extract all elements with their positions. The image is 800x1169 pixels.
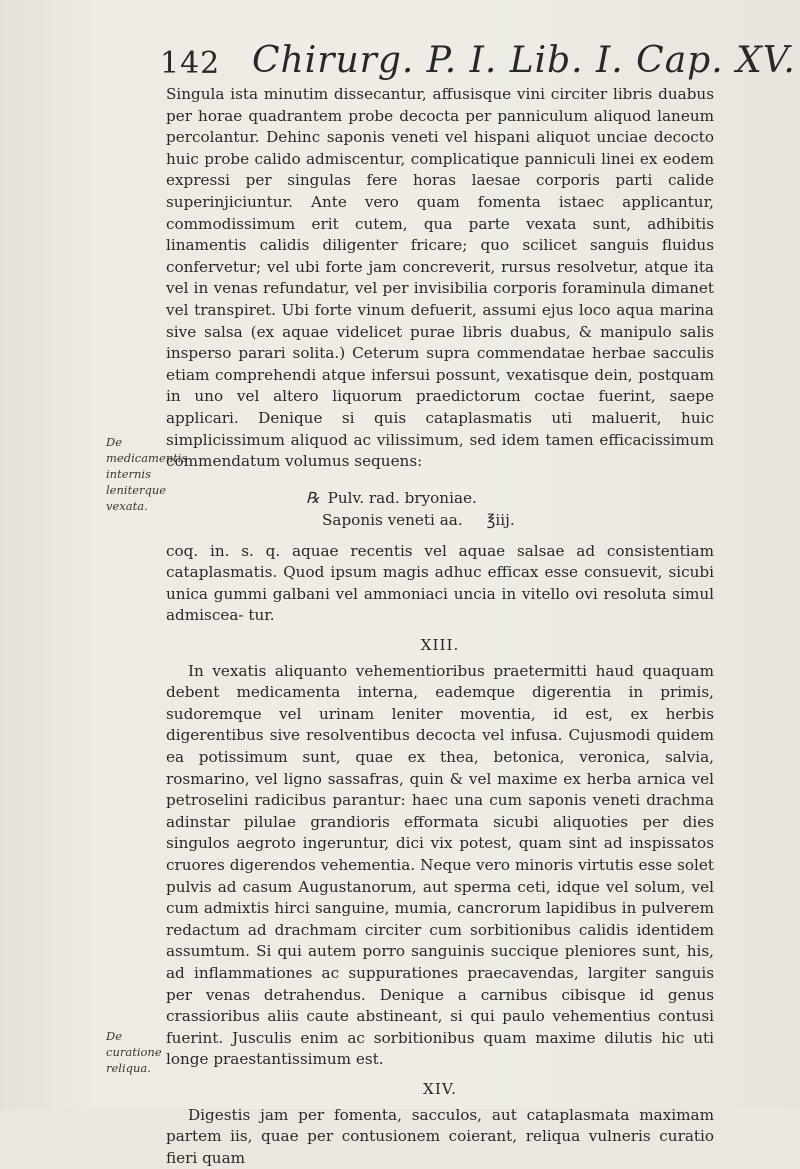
prescription-line-2 <box>306 509 714 531</box>
prescription-line-1 <box>306 487 714 509</box>
prescription-ingredient-1: Pulv. rad. bryoniae. <box>327 488 477 507</box>
section-number-13: XIII. <box>420 636 460 655</box>
page-header <box>160 40 796 88</box>
paragraph-internal-medicines: In vexatis aliquanto vehementioribus praetermitti haud quaquam debent medicamenta interna, eademque digerentia in primis, sudoremque vel urinam leniter moventia, id est, ex herbis digerentibus sive resolventibus decocta vel infusa. Cujusmodi quidem ea potissimum sunt, quae ex thea, betonica, veronica, salvia, rosmarino, vel ligno sassafras, quin & vel maxime ex herba arnica vel petroselini radicibus parantur: haec una cum saponis veneti drachma adinstar pilulae grandioris efformata sicubi aliquoties per dies singulos aegroto ingeruntur, dici vix potest, quam sint ad inspissatos cruores digerendos vehementia. Neque vero minoris virtutis esse solet pulvis ad casum Augustanorum, aut sperma ceti, idque vel solum, vel cum admixtis hirci sanguine, mumia, cancrorum lapidibus in pulverem redactum ad drachmam circiter cum sorbitionibus calidis identidem assumtum. Si qui autem porro sanguinis succique pleniores sunt, his, ad inflammationes ac suppurationes praecavendas, largiter sanguis per venas detrahendus. Denique a carnibus cibisque id genus crassioribus aliis caute abstineant, si qui paulo vehementius contusi fuerint. Jusculis enim ac sorbitionibus quam maxime dilutis hic uti longe praestantissimum est. <box>166 661 714 1069</box>
paragraph-remaining-cure: Digestis jam per fomenta, sacculos, aut cataplasmata maximam partem iis, quae per contusionem coierant, reliqua vulneris curatio fieri quam <box>166 1105 714 1167</box>
paragraph-fomenta: Singula ista minutim dissecantur, affusisque vini circiter libris duabus per horae quadrantem probe decocta per panniculum aliquod laneum percolantur. Dehinc saponis veneti vel hispani aliquot unciae decocto huic probe calido admiscentur, complicatique panniculi linei ex eodem expressi per singulas fere horas laesae corporis parti calide superinjiciuntur. Ante vero quam fomenta istaec applicantur, commodissimum erit cutem, qua parte vexata sunt, adhibitis linamentis calidis diligenter fricare; quo scilicet sanguis fluidus confervetur; vel ubi forte jam concreverit, rursus resolvetur, atque ita vel in venas refundatur, vel per invisibilia corporis foraminula dimanet vel transpiret. Ubi forte vinum defuerit, assumi ejus loco aqua marina sive salsa (ex aquae videlicet purae libris duabus, & manipulo salis inspersо parari solita.) Ceterum supra commendatae herbae sacculis etiam comprehendi atque infersui possunt, vexatisque dein, postquam in uno vel altero liquorum praedictorum coctae fuerint, saepe applicari. Denique si quis cataplasmatis uti maluerit, huic simplicissimum aliquod ac vilissimum, sed idem tamen efficacissimum commendatum volumus sequens: <box>166 85 714 471</box>
main-text <box>166 84 714 1169</box>
prescription-quantity: ℥iij. <box>486 510 515 529</box>
paragraph-cataplasma: coq. in. s. q. aquae recentis vel aquae salsae ad consistentiam cataplasmatis. Quod ipsum magis adhuc efficax esse consuevit, sicubi unica gummi galbani vel ammoniaci uncia in vitello ovi resoluta simul admiscea- tur. <box>166 541 714 625</box>
section-number-14: XIV. <box>423 1079 457 1098</box>
prescription-ingredient-2: Saponis veneti aa. <box>322 510 463 529</box>
page-number: 142 <box>160 46 221 81</box>
margin-note-remaining-cure: De curatione reliqua. <box>106 1029 162 1075</box>
running-head: Chirurg. P. I. Lib. I. Cap. XV. <box>252 40 796 81</box>
margin-note-internal-medicines: De medicamentis internis leniterque vexata. <box>106 435 188 513</box>
prescription <box>306 487 714 531</box>
recipe-symbol: ℞ <box>306 488 320 507</box>
